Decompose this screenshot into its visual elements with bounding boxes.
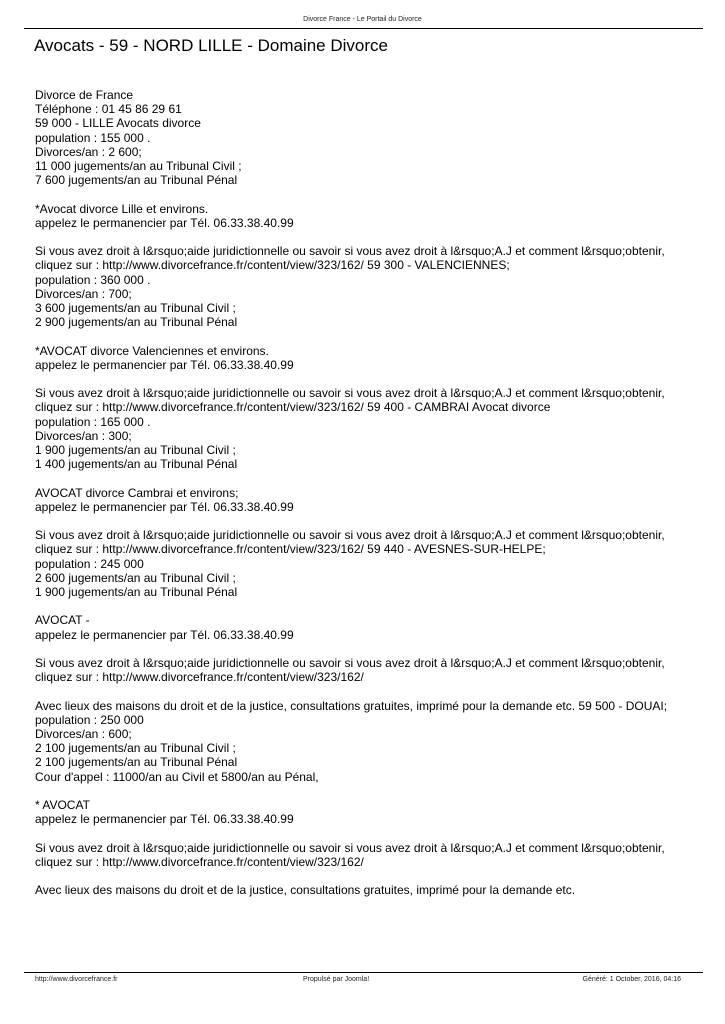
paragraph: Si vous avez droit à l&rsquo;aide juridictionnelle ou savoir si vous avez droit à l&rsquo;A.J et comment l&rsquo;obtenir, cliquez sur : http://www.divorcefrance.fr/content/view/323/162/ bbox=[35, 840, 665, 869]
paragraph: Si vous avez droit à l&rsquo;aide juridictionnelle ou savoir si vous avez droit à l&rsquo;A.J et comment l&rsquo;obtenir, cliquez sur : http://www.divorcefrance.fr/content/view/323/162/ 59 400 - CAMBRAI Avocat divorce population : 165 000 . Divorces/an : 300; 1 900 jugements/an au Tribunal Civil ; 1 400 jugements/an au Tribunal Pénal bbox=[35, 386, 665, 472]
footer-url: http://www.divorcefrance.fr bbox=[35, 976, 118, 983]
paragraph: Si vous avez droit à l&rsquo;aide juridictionnelle ou savoir si vous avez droit à l&rsquo;A.J et comment l&rsquo;obtenir, cliquez sur : http://www.divorcefrance.fr/content/view/323/162/ bbox=[35, 656, 665, 685]
paragraph: AVOCAT - appelez le permanencier par Tél. 06.33.38.40.99 bbox=[35, 613, 294, 642]
header-site-title: Divorce France - Le Portail du Divorce bbox=[303, 16, 422, 23]
paragraph: *AVOCAT divorce Valenciennes et environs. appelez le permanencier par Tél. 06.33.38.40.99 bbox=[35, 343, 294, 372]
paragraph: Avec lieux des maisons du droit et de la justice, consultations gratuites, imprimé pour la demande etc. bbox=[35, 883, 576, 898]
paragraph: * AVOCAT appelez le permanencier par Tél. 06.33.38.40.99 bbox=[35, 798, 294, 827]
paragraph: Divorce de France Téléphone : 01 45 86 29 61 59 000 - LILLE Avocats divorce population : 155 000 . Divorces/an : 2 600; 11 000 jugements/an au Tribunal Civil ; 7 600 jugements/an au Tribunal Pénal bbox=[35, 88, 242, 188]
footer-divider bbox=[24, 972, 703, 973]
footer-powered-by: Propulsé par Joomla! bbox=[303, 976, 370, 983]
paragraph: AVOCAT divorce Cambrai et environs; appelez le permanencier par Tél. 06.33.38.40.99 bbox=[35, 485, 294, 514]
footer-generated-date: Généré: 1 October, 2016, 04:16 bbox=[582, 976, 681, 983]
paragraph: Avec lieux des maisons du droit et de la justice, consultations gratuites, imprimé pour la demande etc. 59 500 - DOUAI; population : 250 000 Divorces/an : 600; 2 100 jugements/an au Tribunal Civil ; 2 100 jugements/an au Tribunal Pénal Cour d'appel : 11000/an au Civil et 5800/an au Pénal, bbox=[35, 698, 668, 784]
header-divider bbox=[24, 28, 703, 29]
page-title: Avocats - 59 - NORD LILLE - Domaine Divorce bbox=[34, 36, 388, 55]
article-body bbox=[35, 88, 703, 912]
paragraph: Si vous avez droit à l&rsquo;aide juridictionnelle ou savoir si vous avez droit à l&rsquo;A.J et comment l&rsquo;obtenir, cliquez sur : http://www.divorcefrance.fr/content/view/323/162/ 59 440 - AVESNES-SUR-HELPE; population : 245 000 2 600 jugements/an au Tribunal Civil ; 1 900 jugements/an au Tribunal Pénal bbox=[35, 528, 665, 600]
paragraph: Si vous avez droit à l&rsquo;aide juridictionnelle ou savoir si vous avez droit à l&rsquo;A.J et comment l&rsquo;obtenir, cliquez sur : http://www.divorcefrance.fr/content/view/323/162/ 59 300 - VALENCIENNES; population : 360 000 . Divorces/an : 700; 3 600 jugements/an au Tribunal Civil ; 2 900 jugements/an au Tribunal Pénal bbox=[35, 244, 665, 330]
paragraph: *Avocat divorce Lille et environs. appelez le permanencier par Tél. 06.33.38.40.99 bbox=[35, 201, 294, 230]
